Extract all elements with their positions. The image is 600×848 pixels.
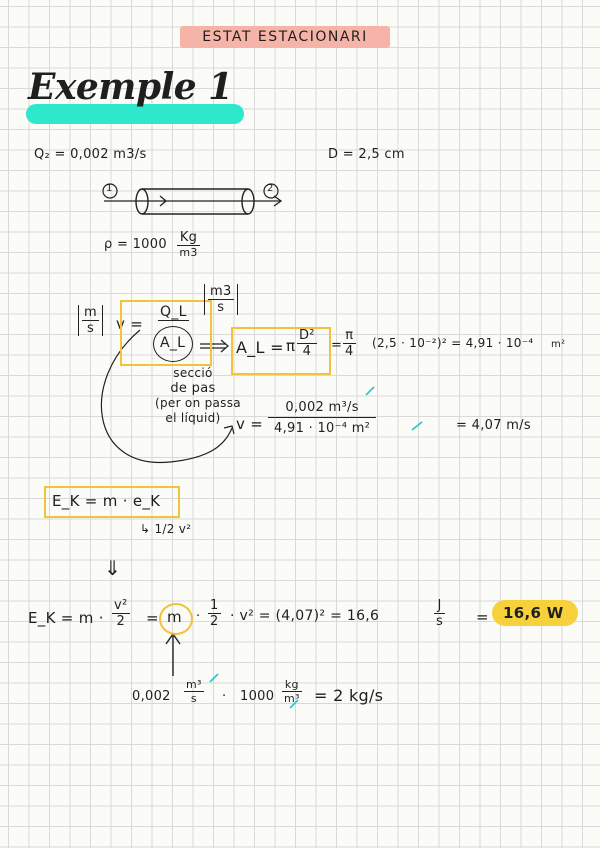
cross-section-note bbox=[145, 366, 241, 426]
area-lhs: A_L = bbox=[236, 338, 284, 357]
page-title: Exemple 1 bbox=[28, 66, 233, 108]
mass-flow-a: 0,002 bbox=[132, 689, 171, 704]
implies-arrow: ⇓ bbox=[104, 556, 122, 580]
velocity-calc-fraction bbox=[268, 400, 376, 436]
flow-unit-num: m3 bbox=[210, 284, 232, 299]
kinetic-eq: = bbox=[146, 609, 159, 627]
kinetic-result: 16,6 W bbox=[503, 604, 564, 622]
area-eq: = bbox=[331, 338, 343, 353]
note-line-3: (per on passa bbox=[155, 396, 241, 410]
kinetic-half bbox=[208, 598, 221, 629]
diameter: D = 2,5 cm bbox=[328, 147, 405, 162]
velocity-calc-lhs: v = bbox=[236, 415, 264, 433]
kinetic-eq2: = bbox=[476, 608, 489, 626]
density-unit-den: m3 bbox=[179, 246, 198, 259]
flow-rate: Q₂ = 0,002 m3/s bbox=[34, 147, 147, 162]
area-four: 4 bbox=[302, 344, 312, 359]
kinetic-two: 2 bbox=[116, 614, 126, 629]
point-2-label: 2 bbox=[267, 183, 274, 194]
velocity-a: A_L bbox=[160, 335, 186, 351]
mass-flow-a-num: m³ bbox=[186, 678, 202, 691]
kinetic-unit bbox=[434, 598, 445, 629]
mass-flow-b-unit bbox=[282, 678, 302, 705]
area-unit: m² bbox=[551, 339, 566, 350]
mass-flow-result: = 2 kg/s bbox=[314, 686, 384, 705]
area-four2: 4 bbox=[345, 344, 354, 359]
velocity-unit bbox=[82, 305, 99, 336]
kinetic-m: m bbox=[167, 608, 182, 626]
velocity-calc-num: 0,002 m³/s bbox=[268, 400, 376, 418]
note-line-4: el líquid) bbox=[165, 411, 221, 425]
flow-unit-den: s bbox=[217, 300, 225, 315]
area-pi-fraction bbox=[343, 328, 356, 359]
mass-flow-dot: · bbox=[222, 689, 227, 704]
velocity-lhs: v = bbox=[116, 315, 144, 333]
area-fraction bbox=[297, 328, 317, 359]
flow-unit bbox=[208, 284, 234, 315]
kinetic-unit-den: s bbox=[436, 614, 444, 629]
kinetic-unit-num: J bbox=[434, 598, 445, 614]
mass-flow-b-num: kg bbox=[282, 678, 302, 692]
velocity-result: = 4,07 m/s bbox=[456, 418, 531, 433]
note-line-2: de pas bbox=[170, 381, 216, 396]
velocity-unit-bracket bbox=[78, 305, 103, 336]
kinetic-lhs: E_K = m · bbox=[28, 609, 104, 627]
velocity-q: Q_L bbox=[160, 304, 187, 320]
kinetic-half-den: 2 bbox=[210, 614, 219, 629]
velocity-unit-den: s bbox=[86, 321, 95, 336]
kinetic-sub: ↳ 1/2 v² bbox=[140, 522, 192, 536]
kinetic-v2: v² bbox=[114, 598, 128, 613]
kinetic-half-num: 1 bbox=[210, 598, 219, 613]
density-unit bbox=[177, 230, 199, 259]
mass-flow-b-den: m³ bbox=[284, 692, 300, 705]
velocity-unit-num: m bbox=[84, 305, 97, 320]
velocity-calc-den: 4,91 · 10⁻⁴ m² bbox=[274, 421, 371, 436]
point-1-label: 1 bbox=[106, 183, 113, 194]
section-tag: ESTAT ESTACIONARI bbox=[180, 26, 390, 48]
area-pi: π bbox=[286, 337, 296, 355]
kinetic-dot: · bbox=[196, 609, 201, 624]
density-unit-num: Kg bbox=[177, 230, 199, 246]
note-line-1: secció bbox=[173, 366, 213, 380]
kinetic-rest: · v² = (4,07)² = 16,6 bbox=[230, 608, 380, 624]
flow-unit-bracket bbox=[204, 284, 238, 315]
kinetic-v-fraction bbox=[112, 598, 130, 629]
kinetic-formula: E_K = m · e_K bbox=[52, 492, 161, 510]
mass-flow-b: 1000 bbox=[240, 689, 275, 704]
area-calc: (2,5 · 10⁻²)² = 4,91 · 10⁻⁴ bbox=[372, 336, 534, 350]
mass-flow-a-unit bbox=[184, 678, 204, 705]
density-value: ρ = 1000 bbox=[104, 237, 167, 252]
mass-flow-a-den: s bbox=[190, 692, 197, 705]
density bbox=[104, 230, 200, 259]
area-pi2: π bbox=[343, 328, 356, 344]
area-d2: D² bbox=[299, 328, 315, 343]
